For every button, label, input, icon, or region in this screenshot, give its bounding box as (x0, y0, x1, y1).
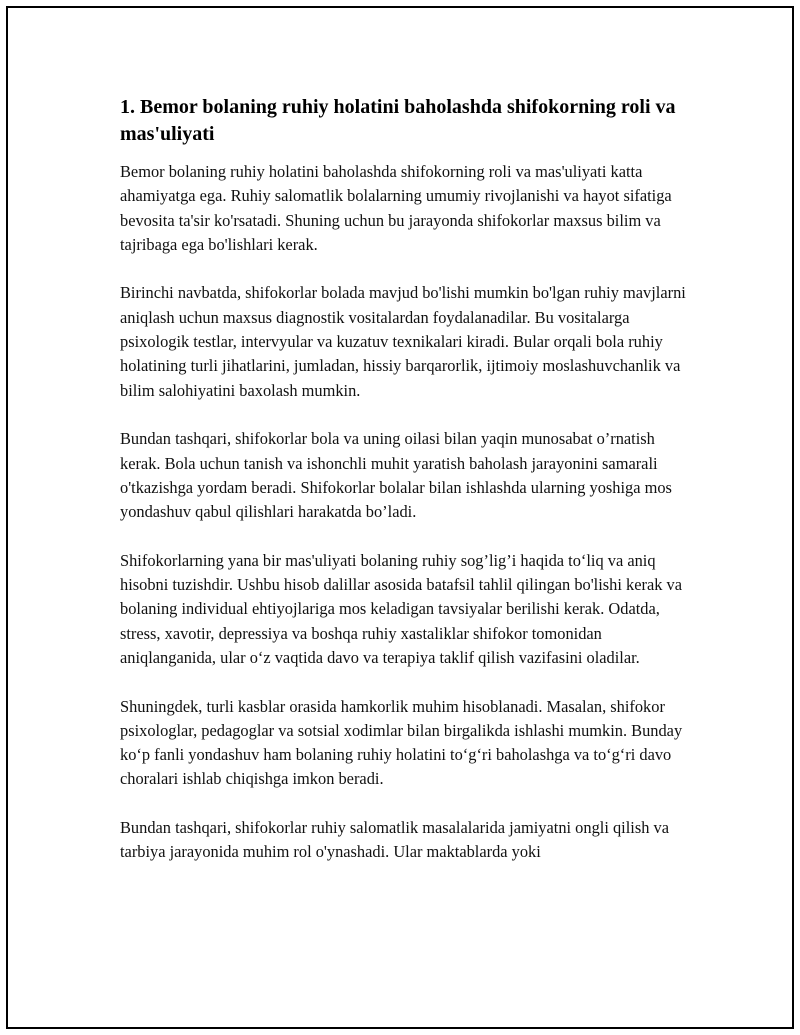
paragraph-report: Shifokorlarning yana bir mas'uliyati bolaning ruhiy sog’lig’i haqida to‘liq va aniq hisobni tuzishdir. Ushbu hisob dalillar asosida batafsil tahlil qilingan bo'lishi kerak va bolaning individual ehtiyojlariga mos keladigan tavsiyalar berilishi kerak. Odatda, stress, xavotir, depressiya va boshqa ruhiy xastaliklar shifokor tomonidan aniqlanganida, ular o‘z vaqtida davo va terapiya taklif qilish vazifasini oladilar. (120, 550, 682, 667)
document-body (120, 94, 688, 889)
paragraph-family-relations: Bundan tashqari, shifokorlar bola va uning oilasi bilan yaqin munosabat o’rnatish kerak. Bola uchun tanish va ishonchli muhit yaratish baholash jarayonini samarali o'tkazishga yordam beradi. Shifokorlar bolalar bilan ishlashda ularning yoshiga mos yondashuv qabul qilishlari harakatda bo’ladi. (120, 429, 672, 522)
paragraph-diagnostics: Birinchi navbatda, shifokorlar bolada mavjud bo'lishi mumkin bo'lgan ruhiy mavjlarni aniqlash uchun maxsus diagnostik vositalardan foydalanadilar. Bu vositalarga psixologik testlar, intervyular va kuzatuv texnikalari kiradi. Bular orqali bola ruhiy holatining turli jihatlarini, jumladan, hissiy barqarorlik, ijtimoiy moslashuvchanlik va bilim salohiyatini baxolash mumkin. (120, 283, 686, 400)
paragraph-society: Bundan tashqari, shifokorlar ruhiy salomatlik masalalarida jamiyatni ongli qilish va tarbiya jarayonida muhim rol o'ynashadi. Ular maktablarda yoki (120, 818, 669, 862)
paragraph-collaboration: Shuningdek, turli kasblar orasida hamkorlik muhim hisoblanadi. Masalan, shifokor psixologlar, pedagoglar va sotsial xodimlar bilan birgalikda ishlashi mumkin. Bunday ko‘p fanli yondashuv ham bolaning ruhiy holatini to‘g‘ri baholashga va to‘g‘ri davo choralari ishlab chiqishga imkon beradi. (120, 696, 683, 789)
page-frame (6, 6, 794, 1029)
paragraph-intro: Bemor bolaning ruhiy holatini baholashda shifokorning roli va mas'uliyati katta ahamiyatga ega. Ruhiy salomatlik bolalarning umumiy rivojlanishi va hayot sifatiga bevosita ta'sir ko'rsatadi. Shuning uchun bu jarayonda shifokorlar maxsus bilim va tajribaga ega bo'lishlari kerak. (120, 162, 672, 254)
section-heading: 1. Bemor bolaning ruhiy holatini baholashda shifokorning roli va mas'uliyati (120, 96, 676, 145)
